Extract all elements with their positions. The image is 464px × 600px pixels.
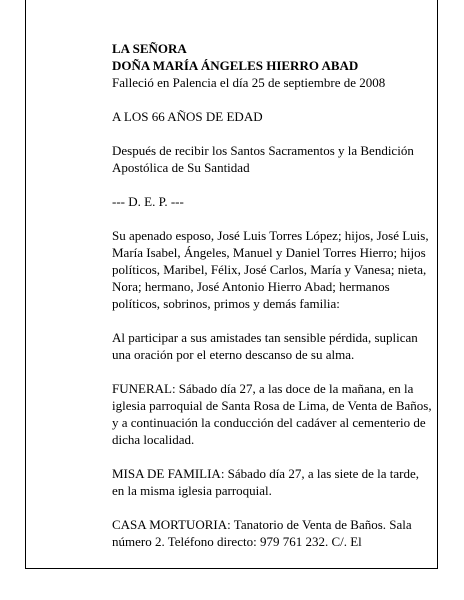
deceased-name: DOÑA MARÍA ÁNGELES HIERRO ABAD — [112, 58, 359, 73]
family-mass-paragraph: MISA DE FAMILIA: Sábado día 27, a las siete de la tarde, en la misma iglesia parroquial. — [112, 466, 419, 498]
funeral-home-paragraph: CASA MORTUORIA: Tanatorio de Venta de Baños. Sala número 2. Teléfono directo: 979 761 232. C/. El — [112, 517, 412, 549]
sacraments-paragraph: Después de recibir los Santos Sacramentos y la Bendición Apostólica de Su Santidad — [112, 143, 414, 175]
obituary-page — [25, 0, 438, 569]
rip-line: --- D. E. P. --- — [112, 194, 184, 209]
funeral-paragraph: FUNERAL: Sábado día 27, a las doce de la mañana, en la iglesia parroquial de Santa Rosa de Lima, de Venta de Baños, y a continuación la conducción del cadáver al cementerio de dicha localidad. — [112, 381, 432, 447]
age-line: A LOS 66 AÑOS DE EDAD — [112, 109, 263, 124]
family-paragraph: Su apenado esposo, José Luis Torres López; hijos, José Luis, María Isabel, Ángeles, Manuel y Daniel Torres Hierro; hijos políticos, Maribel, Félix, José Carlos, María y Vanesa; nieta, Nora; hermano, José Antonio Hierro Abad; hermanos políticos, sobrinos, primos y demás familia: — [112, 228, 429, 311]
death-notice: Falleció en Palencia el día 25 de septiembre de 2008 — [112, 75, 386, 90]
obituary-content — [112, 40, 434, 567]
heading-title: LA SEÑORA — [112, 41, 187, 56]
request-paragraph: Al participar a sus amistades tan sensible pérdida, suplican una oración por el eterno descanso de su alma. — [112, 330, 418, 362]
